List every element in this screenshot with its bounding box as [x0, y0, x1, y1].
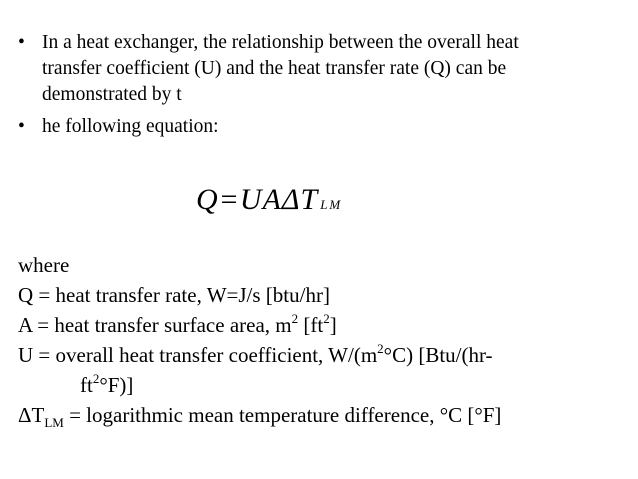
definition-u — [18, 340, 628, 370]
definition-a-text: [ft — [298, 313, 324, 337]
definition-a-text: A = heat transfer surface area, m — [18, 313, 292, 337]
bullet-list — [18, 30, 618, 146]
bullet-text-line: transfer coefficient (U) and the heat transfer rate (Q) can be — [42, 58, 507, 79]
definition-u-text: ft — [80, 373, 93, 397]
equation-image — [196, 180, 446, 220]
subscript: LM — [44, 415, 64, 431]
definition-a — [18, 310, 628, 340]
definition-u-text: °C) [Btu/(hr- — [383, 343, 493, 367]
superscript: 2 — [323, 311, 330, 326]
superscript: 2 — [377, 341, 384, 356]
bullet-mark: • — [18, 116, 25, 137]
bullet-item-equation-intro — [18, 114, 618, 140]
definition-u-text: U = overall heat transfer coefficient, W/(m — [18, 343, 378, 367]
definition-dt-text: ΔT — [18, 403, 45, 427]
bullet-text-line: In a heat exchanger, the relationship between the overall heat — [42, 32, 519, 53]
definition-u-text: °F)] — [99, 373, 134, 397]
definition-q: Q = heat transfer rate, W=J/s [btu/hr] — [18, 283, 330, 307]
definition-a-text: ] — [329, 313, 337, 337]
superscript: 2 — [92, 371, 100, 386]
where-label: where — [18, 253, 70, 277]
definition-u-continuation — [18, 370, 628, 400]
superscript: 2 — [291, 311, 299, 326]
bullet-text-line: demonstrated by t — [42, 84, 182, 105]
definition-delta-t — [18, 400, 628, 430]
bullet-text-line: he following equation: — [42, 116, 219, 137]
equation-subscript: LM — [320, 197, 343, 212]
definition-dt-text: = logarithmic mean temperature difference, °C [°F] — [63, 403, 502, 427]
equation-main: Q=UAΔT — [196, 183, 319, 216]
definitions — [18, 250, 628, 430]
bullet-item-relationship — [18, 30, 618, 108]
bullet-mark: • — [18, 32, 25, 53]
